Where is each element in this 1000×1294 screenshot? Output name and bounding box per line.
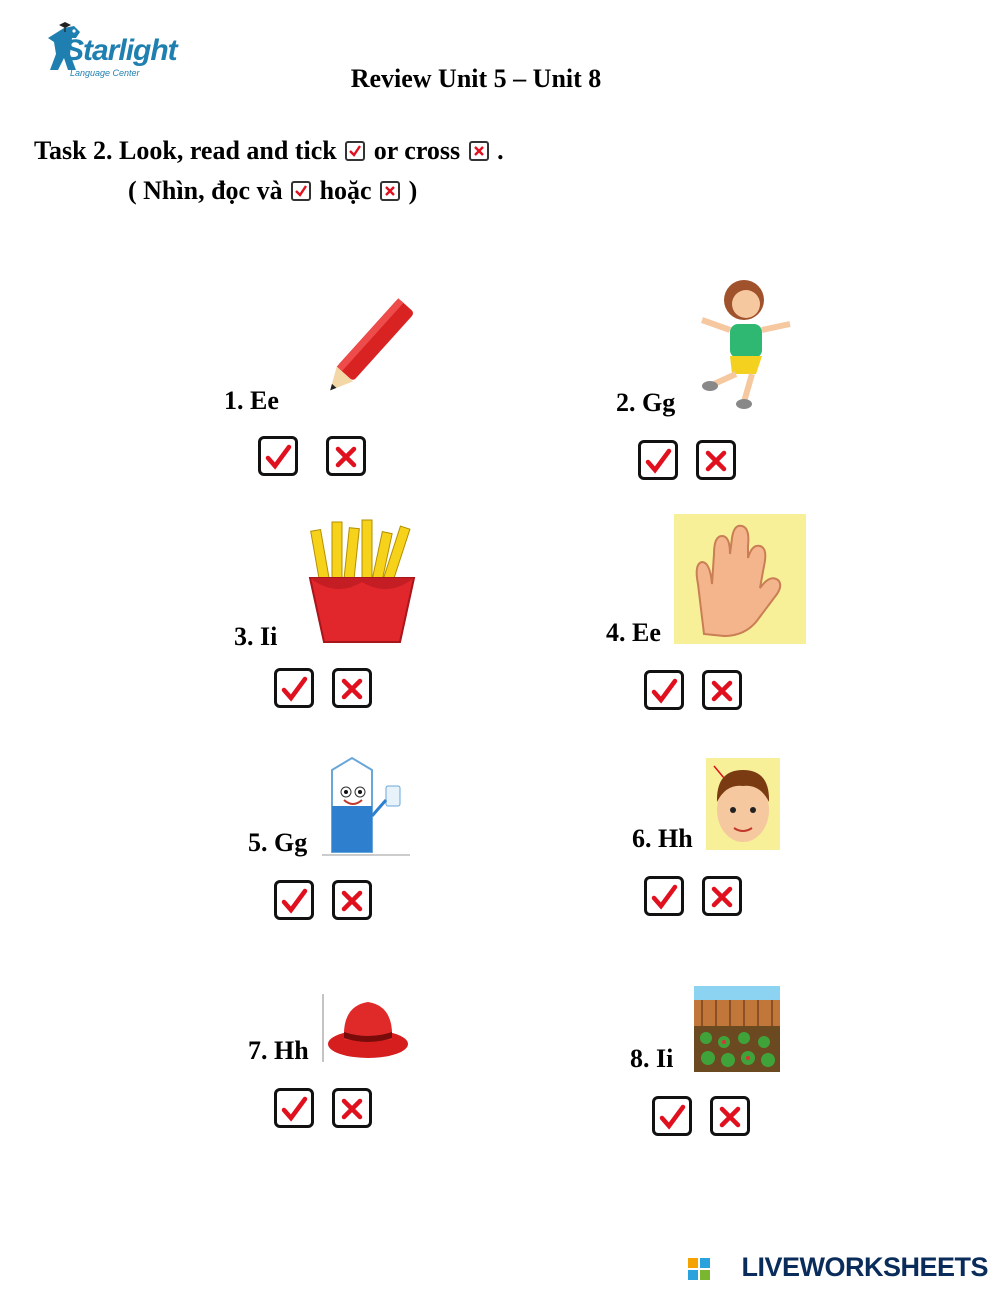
cross-box[interactable] <box>332 668 372 708</box>
tick-box[interactable] <box>652 1096 692 1136</box>
tick-box-icon <box>345 141 365 161</box>
tick-box[interactable] <box>258 436 298 476</box>
item-label: 5. Gg <box>248 828 308 857</box>
task-instruction <box>34 136 504 166</box>
cross-box[interactable] <box>710 1096 750 1136</box>
tick-box[interactable] <box>638 440 678 480</box>
task-text: ) <box>408 176 418 205</box>
cross-box[interactable] <box>326 436 366 476</box>
milk-carton-icon <box>322 756 410 856</box>
page-title: Review Unit 5 – Unit 8 <box>350 64 602 93</box>
task-text: . <box>497 136 504 165</box>
logo-text: Starlight <box>64 34 177 67</box>
task-text: Task 2. Look, read and tick <box>34 136 337 165</box>
item-label: 6. Hh <box>632 824 693 853</box>
task-instruction-vi <box>128 176 417 206</box>
task-text: hoặc <box>319 176 372 205</box>
tick-box-icon <box>291 181 311 201</box>
french-fries-icon <box>306 518 418 644</box>
pencil-icon <box>308 278 434 412</box>
garden-icon <box>694 986 780 1072</box>
cross-box-icon <box>469 141 489 161</box>
tick-box[interactable] <box>274 1088 314 1128</box>
logo-subtitle: Language Center <box>70 68 140 78</box>
tick-box[interactable] <box>644 670 684 710</box>
liveworksheets-logo-icon <box>688 1258 710 1280</box>
item-label: 7. Hh <box>248 1036 309 1065</box>
cross-box-icon <box>380 181 400 201</box>
cross-box[interactable] <box>332 1088 372 1128</box>
girl-icon <box>696 272 796 412</box>
task-text: or cross <box>373 136 461 165</box>
tick-box[interactable] <box>274 880 314 920</box>
tick-box[interactable] <box>274 668 314 708</box>
cross-box[interactable] <box>696 440 736 480</box>
liveworksheets-brand: LIVEWORKSHEETS <box>741 1252 988 1282</box>
item-label: 1. Ee <box>224 386 279 415</box>
cross-box[interactable] <box>702 876 742 916</box>
red-hat-icon <box>322 994 410 1064</box>
item-label: 8. Ii <box>630 1044 674 1073</box>
task-text: ( Nhìn, đọc và <box>128 176 283 205</box>
item-label: 3. Ii <box>234 622 278 651</box>
tick-box[interactable] <box>644 876 684 916</box>
graduation-cap-icon <box>58 20 72 34</box>
hand-icon <box>674 514 806 644</box>
cross-box[interactable] <box>332 880 372 920</box>
item-label: 2. Gg <box>616 388 676 417</box>
item-label: 4. Ee <box>606 618 661 647</box>
cross-box[interactable] <box>702 670 742 710</box>
boy-face-icon <box>706 758 780 850</box>
